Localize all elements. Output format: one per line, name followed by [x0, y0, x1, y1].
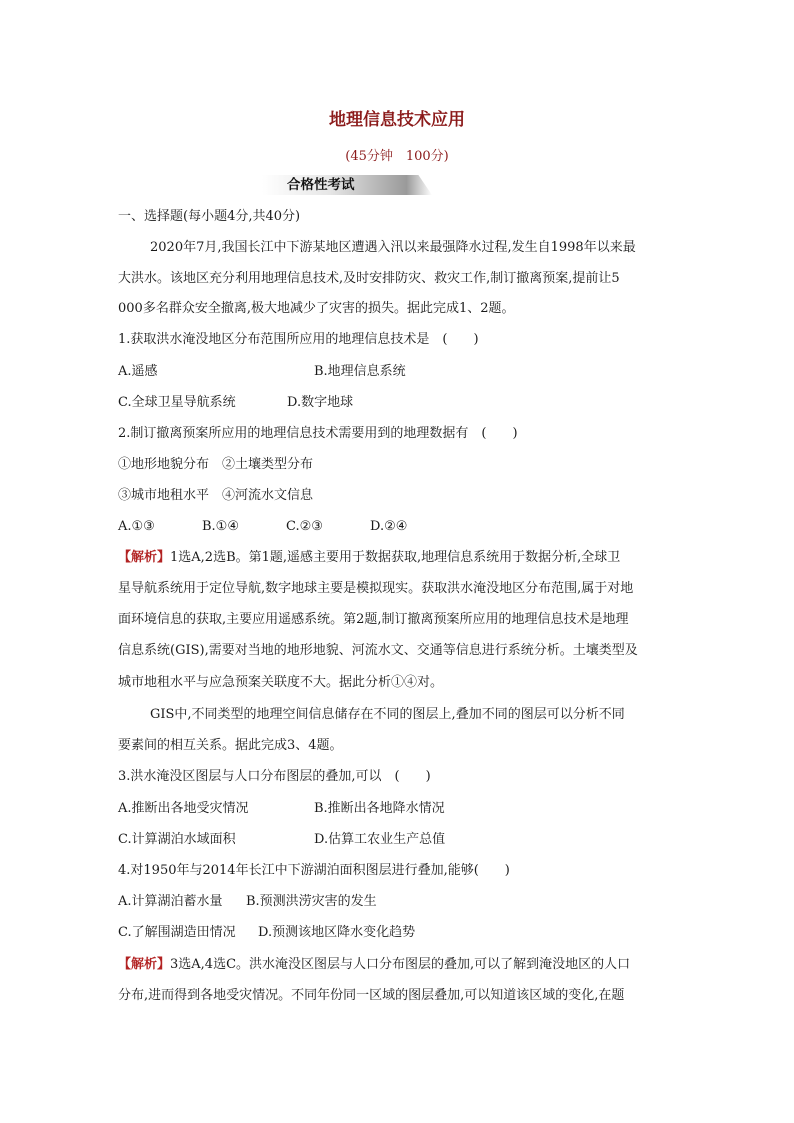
passage2-line: GIS中,不同类型的地理空间信息储存在不同的图层上,叠加不同的图层可以分析不同 [150, 707, 625, 722]
analysis-text: 3选A,4选C。洪水淹没区图层与人口分布图层的叠加,可以了解到淹没地区的人口 [170, 957, 631, 972]
q1-option-a: A.遥感 [118, 364, 158, 379]
analysis-2-first-line [118, 955, 678, 975]
q3-option-b: B.推断出各地降水情况 [314, 801, 445, 816]
passage1-line: 2020年7月,我国长江中下游某地区遭遇入汛以来最强降水过程,发生自1998年以来最 [150, 240, 636, 255]
q4-option-d: D.预测该地区降水变化趋势 [258, 925, 416, 940]
q2-option-c: C.②③ [286, 519, 323, 534]
analysis-text: 1选A,2选B。第1题,遥感主要用于数据获取,地理信息系统用于数据分析,全球卫 [170, 550, 621, 565]
q1-option-c: C.全球卫星导航系统 [118, 395, 236, 410]
question-3-stem: 3.洪水淹没区图层与人口分布图层的叠加,可以 ( ) [118, 769, 431, 784]
q1-option-b: B.地理信息系统 [314, 364, 406, 379]
analysis-1-line: 面环境信息的获取,主要应用遥感系统。第2题,制订撤离预案所应用的地理信息技术是地理 [118, 612, 629, 627]
q2-option-a: A.①③ [118, 519, 155, 534]
q3-option-a: A.推断出各地受灾情况 [118, 801, 249, 816]
question-1-stem: 1.获取洪水淹没地区分布范围所应用的地理信息技术是 ( ) [118, 332, 479, 347]
q2-option-d: D.②④ [370, 519, 408, 534]
q1-option-d: D.数字地球 [287, 395, 354, 410]
passage2-line: 要素间的相互关系。据此完成3、4题。 [118, 738, 343, 753]
analysis-2-line: 分布,进而得到各地受灾情况。不同年份同一区域的图层叠加,可以知道该区域的变化,在题 [118, 988, 625, 1003]
analysis-tag: 【解析】 [118, 550, 171, 565]
passage1-line: 大洪水。该地区充分利用地理信息技术,及时安排防灾、救灾工作,制订撤离预案,提前让5 [118, 271, 620, 286]
part-heading: 一、选择题(每小题4分,共40分) [118, 209, 301, 224]
q2-item-line: ③城市地租水平 ④河流水文信息 [118, 488, 314, 503]
section-label: 合格性考试 [287, 177, 355, 193]
q2-item-line: ①地形地貌分布 ②土壤类型分布 [118, 457, 314, 472]
analysis-1-first-line [118, 548, 678, 568]
q4-option-a: A.计算湖泊蓄水量 [118, 894, 223, 909]
q3-option-d: D.估算工农业生产总值 [314, 832, 446, 847]
analysis-1-line: 信息系统(GIS),需要对当地的地形地貌、河流水文、交通等信息进行系统分析。土壤类型及 [118, 643, 638, 658]
analysis-tag: 【解析】 [118, 957, 171, 972]
q2-option-b: B.①④ [202, 519, 239, 534]
question-2-stem: 2.制订撤离预案所应用的地理信息技术需要用到的地理数据有 ( ) [118, 426, 518, 441]
q3-option-c: C.计算湖泊水域面积 [118, 832, 236, 847]
passage1-line: 000多名群众安全撤离,极大地减少了灾害的损失。据此完成1、2题。 [118, 301, 515, 316]
analysis-1-line: 星导航系统用于定位导航,数字地球主要是模拟现实。获取洪水淹没地区分布范围,属于对地 [118, 581, 634, 596]
time-score-subtitle: (45分钟 100分) [345, 149, 449, 164]
q4-option-b: B.预测洪涝灾害的发生 [246, 894, 377, 909]
q4-option-c: C.了解围湖造田情况 [118, 925, 236, 940]
analysis-1-line: 城市地租水平与应急预案关联度不大。据此分析①④对。 [118, 675, 444, 690]
section-banner [262, 175, 432, 195]
question-4-stem: 4.对1950年与2014年长江中下游湖泊面积图层进行叠加,能够( ) [118, 863, 510, 878]
page-title: 地理信息技术应用 [329, 110, 465, 130]
